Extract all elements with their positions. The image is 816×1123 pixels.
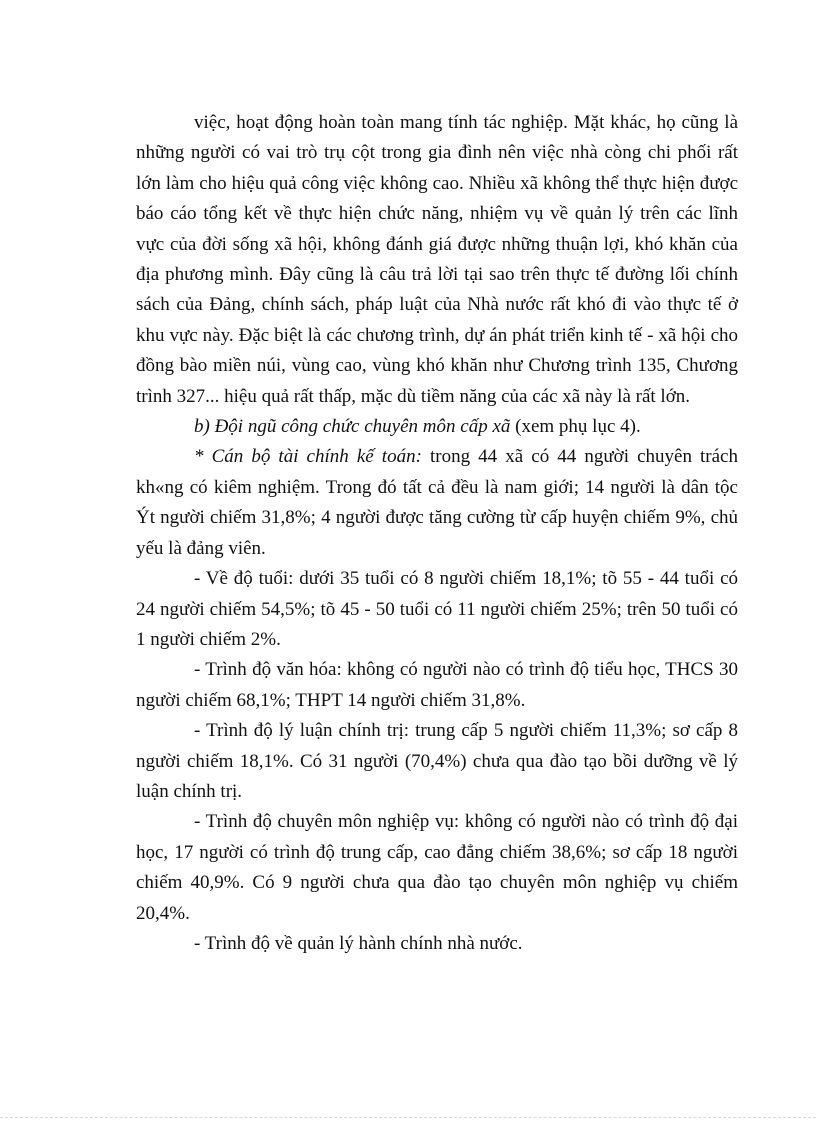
paragraph-state-administration: - Trình độ về quản lý hành chính nhà nước. [194,932,523,954]
page-bottom-border [0,1117,816,1118]
finance-accounting-text: trong 44 xã có 44 người chuyên trách kh«ng có kiêm nghiệm. Trong đó tất cả đều là nam giới; 14 người là dân tộc Ýt người chiếm 31,8%; 4 người được tăng cường từ cấp huyện chiếm 9%, chủ yếu là đảng viên. [136,446,738,559]
paragraph-cadre-workload: việc, hoạt động hoàn toàn mang tính tác nghiệp. Mặt khác, họ cũng là những người có vai trò trụ cột trong gia đình nên việc nhà còng chi phối rất lớn làm cho hiệu quả công việc không cao. Nhiều xã không thể thực hiện được báo cáo tổng kết về thực hiện chức năng, nhiệm vụ về quản lý trên các lĩnh vực của đời sống xã hội, không đánh giá được những thuận lợi, khó khăn của địa phương mình. Đây cũng là câu trả lời tại sao trên thực tế đường lối chính sách của Đảng, chính sách, pháp luật của Nhà nước rất khó đi vào thực tế ở khu vực này. Đặc biệt là các chương trình, dự án phát triển kinh tế - xã hội cho đồng bào miền núi, vùng cao, vùng khó khăn như Chương trình 135, Chương trình 327... hiệu quả rất thấp, mặc dù tiềm năng của các xã này là rất lớn. [136,112,738,407]
document-page [136,108,738,959]
finance-accounting-label: * Cán bộ tài chính kế toán: [194,446,422,468]
section-b-appendix-ref: (xem phụ lục 4). [510,416,641,438]
paragraph-age: - Về độ tuổi: dưới 35 tuổi có 8 người chiếm 18,1%; tõ 55 - 44 tuổi có 24 người chiếm 54,5%; tõ 45 - 50 tuổi có 11 người chiếm 25%; trên 50 tuổi có 1 người chiếm 2%. [136,568,738,650]
paragraph-education-level: - Trình độ văn hóa: không có người nào có trình độ tiểu học, THCS 30 người chiếm 68,1%; THPT 14 người chiếm 31,8%. [136,659,738,711]
section-b-title: b) Đội ngũ công chức chuyên môn cấp xã [194,416,511,438]
paragraph-finance-accounting [136,442,738,564]
paragraph-professional-skill: - Trình độ chuyên môn nghiệp vụ: không có người nào có trình độ đại học, 17 người có trình độ trung cấp, cao đẳng chiếm 38,6%; sơ cấp 18 người chiếm 40,9%. Có 9 người chưa qua đào tạo chuyên môn nghiệp vụ chiếm 20,4%. [136,811,738,924]
paragraph-section-b-heading [136,412,738,442]
paragraph-political-theory: - Trình độ lý luận chính trị: trung cấp 5 người chiếm 11,3%; sơ cấp 8 người chiếm 18,1%. Có 31 người (70,4%) chưa qua đào tạo bồi dưỡng về lý luận chính trị. [136,720,738,802]
